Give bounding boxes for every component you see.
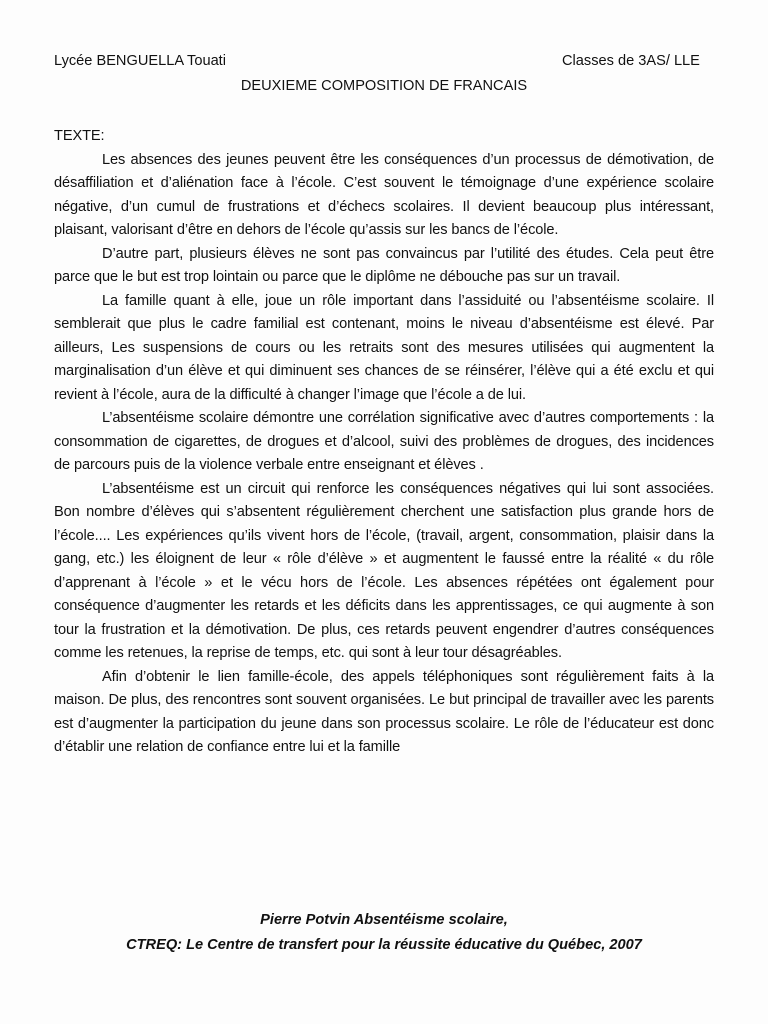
paragraph-6: Afin d’obtenir le lien famille-école, des appels téléphoniques sont régulièrement faits à la maison. De plus, des rencontres sont souvent organisées. Le but principal de travailler avec les parents est d’augmenter la participation du jeune dans son processus scolaire. Le rôle de l’éducateur est donc d’établir une relation de confiance entre lui et la famille bbox=[54, 668, 714, 755]
paragraph-5: L’absentéisme est un circuit qui renforce les conséquences négatives qui lui sont associées. Bon nombre d’élèves qui s’absentent régulièrement cherchent une satisfaction plus grande hors de l’école.... Les expériences qu’ils vivent hors de l’école, (travail, argent, consommation, plaisir dans la gang, etc.) les éloignent de leur « rôle d’élève » et augmentent le faussé entre la réalité « du rôle d’apprenant à l’école » et le vécu hors de l’école. Les absences répétées ont également pour conséquence d’augmenter les retards et les déficits dans les apprentissages, ce qui augmente à son tour la frustration et la démotivation. De plus, ces retards peuvent engendrer d’autres conséquences comme les retenues, la reprise de temps, etc. qui sont à leur tour désagréables. bbox=[54, 480, 714, 661]
source-author: Pierre Potvin Absentéisme scolaire, bbox=[260, 912, 508, 928]
source-organization: CTREQ: Le Centre de transfert pour la réussite éducative du Québec, 2007 bbox=[126, 937, 642, 953]
text-label: TEXTE: bbox=[54, 128, 105, 144]
school-name: Lycée BENGUELLA Touati bbox=[54, 53, 226, 69]
paragraph-1: Les absences des jeunes peuvent être les conséquences d’un processus de démotivation, de désaffiliation et d’aliénation face à l’école. C’est souvent le témoignage d’une expérience scolaire négative, d’un cumul de frustrations et d’échecs scolaires. Il devient beaucoup plus intéressant, plaisant, valorisant d’être en dehors de l’école qu’assis sur les bancs de l’école. bbox=[54, 151, 714, 238]
document-title: DEUXIEME COMPOSITION DE FRANCAIS bbox=[240, 78, 528, 94]
paragraph-2: D’autre part, plusieurs élèves ne sont pas convaincus par l’utilité des études. Cela peut être parce que le but est trop lointain ou parce que le diplôme ne débouche pas sur un travail. bbox=[54, 245, 714, 285]
paragraph-3: La famille quant à elle, joue un rôle important dans l’assiduité ou l’absentéisme scolaire. Il semblerait que plus le cadre familial est contenant, moins le niveau d’absentéisme est élevé. Par ailleurs, Les suspensions de cours ou les retraits sont des mesures utilisées qui augmentent la marginalisation d’un élève et qui diminuent ses chances de se réinsérer, l’élève qui a été exclu et qui revient à l’école, aura de la difficulté à changer l’image que l’école a de lui. bbox=[54, 292, 714, 403]
text-body bbox=[54, 125, 714, 760]
paragraph-4: L’absentéisme scolaire démontre une corrélation significative avec d’autres comportements : la consommation de cigarettes, de drogues et d’alcool, suivi des problèmes de drogues, des incidences de parcours puis de la violence verbale entre enseignant et élèves . bbox=[54, 410, 714, 473]
class-level: Classes de 3AS/ LLE bbox=[562, 53, 700, 69]
